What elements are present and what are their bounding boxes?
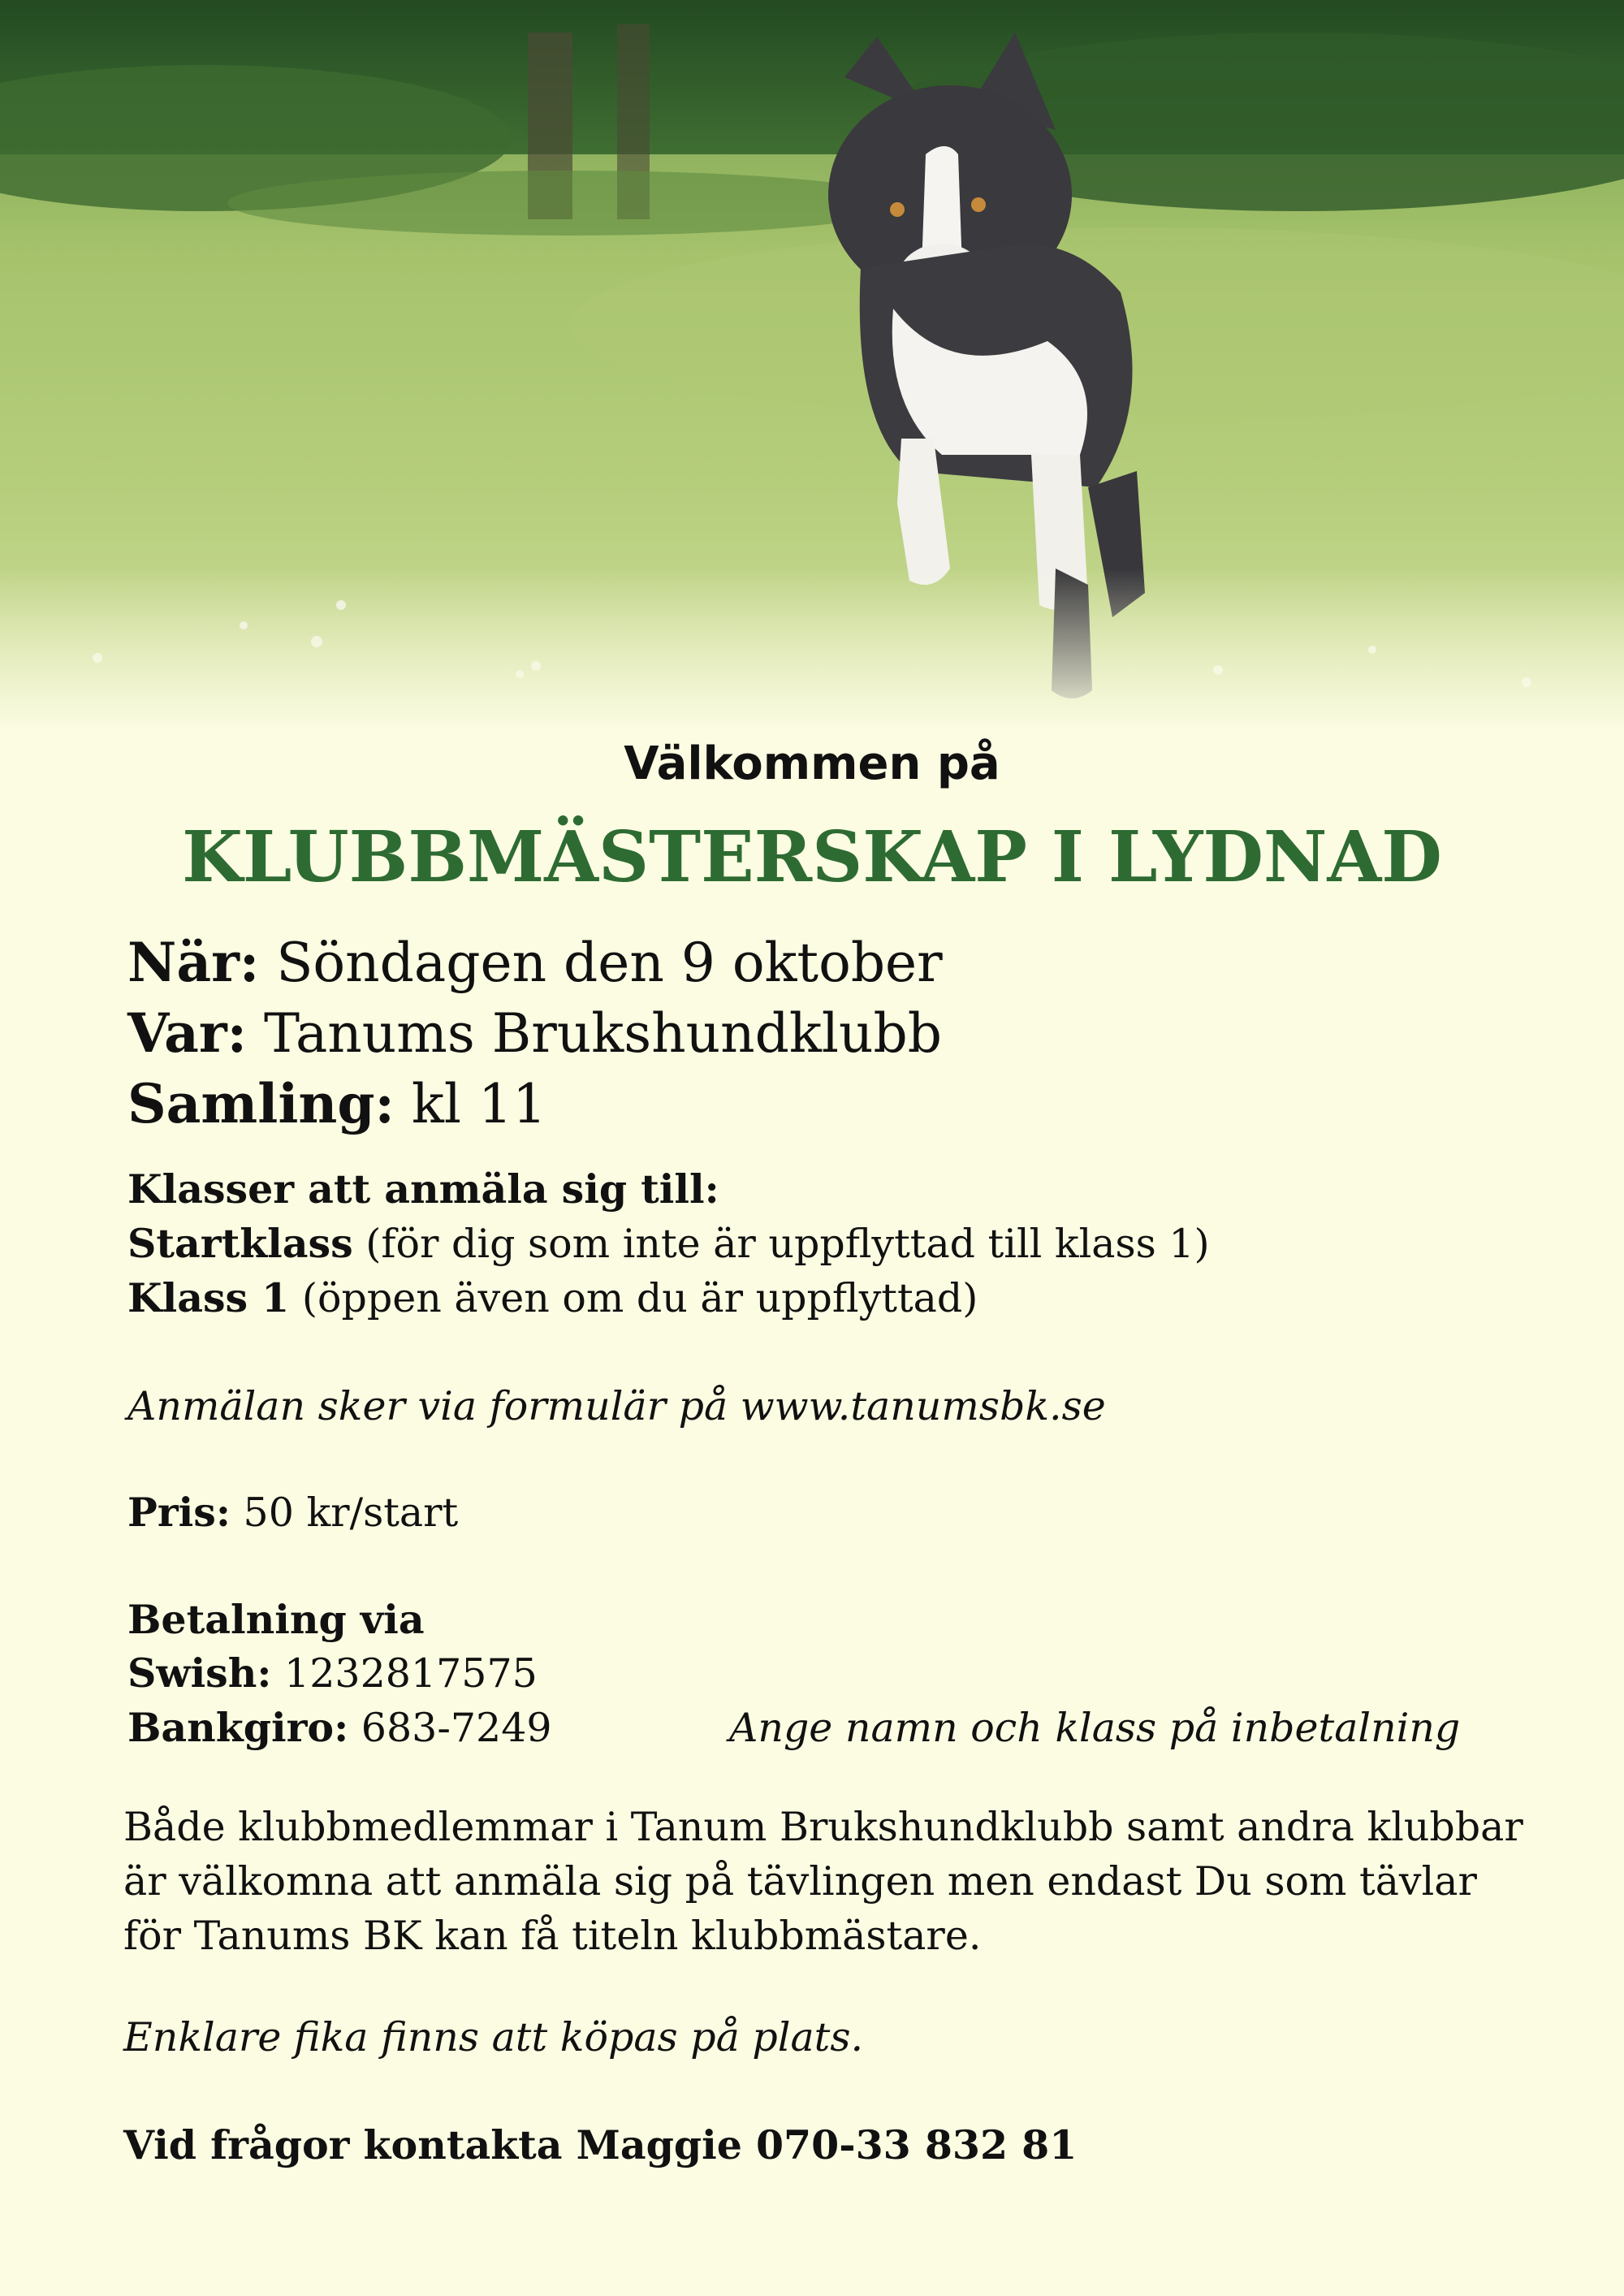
when-label: När: bbox=[127, 931, 260, 994]
price-line bbox=[127, 1489, 459, 1536]
bankgiro-label: Bankgiro: bbox=[127, 1704, 349, 1751]
page-title: KLUBBMÄSTERSKAP I LYDNAD bbox=[182, 816, 1442, 898]
info-paragraph bbox=[123, 1800, 1523, 1963]
gathering-label: Samling: bbox=[127, 1072, 395, 1135]
payment-note: Ange namn och klass på inbetalning bbox=[729, 1705, 1461, 1751]
klass1-label: Klass 1 bbox=[127, 1274, 290, 1321]
registration-text: Anmälan sker via formulär på www.tanumsbk.se bbox=[127, 1383, 1106, 1429]
fika-text: Enklare fika finns att köpas på plats. bbox=[123, 2014, 864, 2060]
swish-line bbox=[127, 1650, 538, 1697]
price-value: 50 kr/start bbox=[230, 1490, 459, 1536]
price-label: Pris: bbox=[127, 1489, 231, 1536]
payment-heading: Betalning via bbox=[127, 1596, 425, 1643]
contact-line: Vid frågor kontakta Maggie 070-33 832 81 bbox=[123, 2121, 1078, 2168]
bankgiro-line bbox=[127, 1704, 552, 1751]
startklass-line bbox=[127, 1220, 1210, 1267]
welcome-heading: Välkommen på bbox=[624, 737, 1000, 790]
startklass-label: Startklass bbox=[127, 1220, 353, 1267]
where-label: Var: bbox=[127, 1001, 248, 1065]
gathering-line bbox=[127, 1072, 546, 1135]
where-line bbox=[127, 1001, 943, 1065]
info-line: är välkomna att anmäla sig på tävlingen men endast Du som tävlar bbox=[123, 1858, 1477, 1905]
swish-label: Swish: bbox=[127, 1650, 272, 1697]
bankgiro-value: 683-7249 bbox=[348, 1705, 552, 1751]
klass1-line bbox=[127, 1274, 978, 1321]
when-line bbox=[127, 931, 943, 994]
gathering-value: kl 11 bbox=[394, 1073, 546, 1135]
startklass-note: (för dig som inte är uppflyttad till klass 1) bbox=[352, 1221, 1210, 1267]
when-value: Söndagen den 9 oktober bbox=[259, 932, 943, 994]
photo-fade bbox=[0, 569, 1624, 731]
swish-value: 1232817575 bbox=[271, 1650, 538, 1697]
classes-heading: Klasser att anmäla sig till: bbox=[127, 1165, 719, 1213]
where-value: Tanums Brukshundklubb bbox=[247, 1002, 943, 1065]
info-line: Både klubbmedlemmar i Tanum Brukshundklubb samt andra klubbar bbox=[123, 1804, 1523, 1850]
klass1-note: (öppen även om du är uppflyttad) bbox=[289, 1275, 978, 1321]
info-line: för Tanums BK kan få titeln klubbmästare. bbox=[123, 1913, 982, 1959]
header-photo bbox=[0, 0, 1624, 731]
